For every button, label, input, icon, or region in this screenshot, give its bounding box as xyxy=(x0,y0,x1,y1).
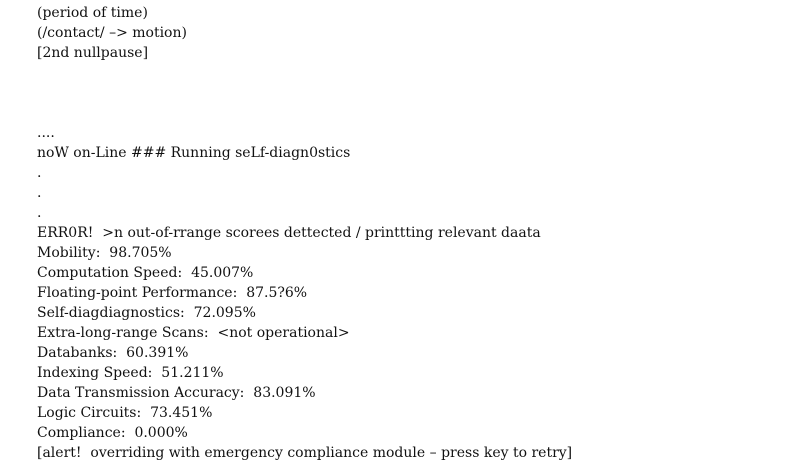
boot-dot: . xyxy=(37,205,42,221)
metric-self-diagnostics: Self-diagdiagnostics: 72.095% xyxy=(37,305,256,321)
metric-compliance: Compliance: 0.000% xyxy=(37,425,188,441)
metric-computation-speed: Computation Speed: 45.007% xyxy=(37,265,254,281)
metric-indexing-speed: Indexing Speed: 51.211% xyxy=(37,365,224,381)
blank-line xyxy=(37,63,572,83)
metric-logic-circuits: Logic Circuits: 73.451% xyxy=(37,405,213,421)
intro-line-period: (period of time) xyxy=(37,5,148,21)
diagnostic-text-document xyxy=(37,3,572,463)
intro-line-contact: (/contact/ –> motion) xyxy=(37,25,187,41)
metric-floating-point: Floating-point Performance: 87.5?6% xyxy=(37,285,308,301)
intro-line-nullpause: [2nd nullpause] xyxy=(37,45,149,61)
boot-status-line: noW on-Line ### Running seLf-diagn0stics xyxy=(37,145,351,161)
metric-databanks: Databanks: 60.391% xyxy=(37,345,189,361)
blank-line xyxy=(37,83,572,103)
boot-dot: . xyxy=(37,165,42,181)
boot-ellipsis: .... xyxy=(37,125,55,141)
metric-long-range-scans: Extra-long-range Scans: <not operational> xyxy=(37,325,350,341)
metric-data-transmission: Data Transmission Accuracy: 83.091% xyxy=(37,385,316,401)
alert-line: [alert! overriding with emergency compliance module – press key to retry] xyxy=(37,445,573,461)
metric-mobility: Mobility: 98.705% xyxy=(37,245,172,261)
error-line: ERR0R! >n out-of-rrange scorees dettected / printtting relevant daata xyxy=(37,225,541,241)
boot-dot: . xyxy=(37,185,42,201)
blank-line xyxy=(37,103,572,123)
